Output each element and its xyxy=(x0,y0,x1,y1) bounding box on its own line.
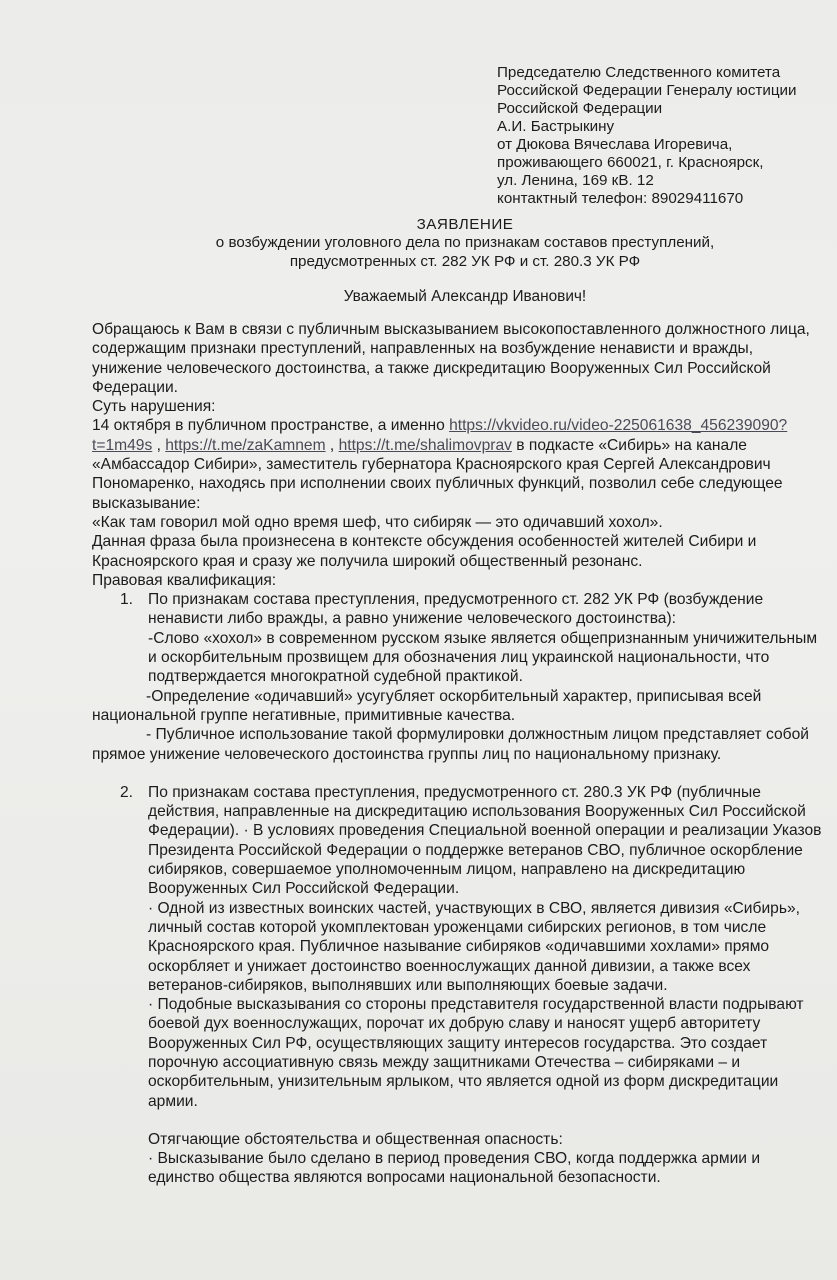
quote: «Как там говорил мой одно время шеф, что сибиряк — это одичавший хохол». xyxy=(92,513,663,531)
document-title: ЗАЯВЛЕНИЕ xyxy=(416,216,514,233)
item1-heading-text: По признакам состава преступления, предусмотренного ст. 282 УК РФ (возбуждение ненависти либо вражды, а равно унижение человеческого достоинства): xyxy=(148,591,764,628)
intro-paragraph: Обращаюсь к Вам в связи с публичным высказыванием высокопоставленного должностного лица, содержащим признаки преступлений, направленных на возбуждение ненависти и вражды, унижение человеческого достоинства, а также дискредитацию Вооруженных Сил Российской Федерации. xyxy=(92,321,810,396)
addressee-block xyxy=(497,64,832,208)
link-separator: , xyxy=(152,436,166,454)
addressee-line: контактный телефон: 89029411670 xyxy=(497,190,744,207)
item2-point2: · Подобные высказывания со стороны представителя государственной власти подрывают боевой дух военнослужащих, порочат их добрую славу и наносят ущерб авторитету Вооруженных Сил РФ, осуществляющих защиту интересов государства. Это создает порочную ассоциативную связь между защитниками Отечества – сибиряками – и оскорбительным, унизительным ярлыком, что является одной из форм дискредитации армии. xyxy=(148,996,804,1110)
vkvideo-link[interactable]: https://vkvideo.ru/video-225061638_456239090?t=1m49s xyxy=(92,417,788,454)
zakamnem-link[interactable]: https://t.me/zaKamnem xyxy=(165,436,326,454)
addressee-line: Российской Федерации Генералу юстиции xyxy=(497,82,797,99)
document-subtitle xyxy=(0,233,837,271)
item2-heading xyxy=(120,783,822,899)
addressee-line: ул. Ленина, 169 кВ. 12 xyxy=(497,172,654,189)
essence-heading: Суть нарушения: xyxy=(92,398,216,416)
legal-item-2 xyxy=(92,783,822,1188)
greeting: Уважаемый Александр Иванович! xyxy=(343,288,587,305)
addressee-line: Российской Федерации xyxy=(497,100,663,117)
item1-point2 xyxy=(92,687,822,726)
addressee-line: проживающего 660021, г. Красноярск, xyxy=(497,154,764,171)
item2-point1: · Одной из известных воинских частей, участвующих в СВО, является дивизия «Сибирь», личный состав которой укомплектован уроженцами сибирских регионов, в том числе Красноярского края. Публичное называние сибиряков «одичавшими хохлами» прямо оскорбляет и унижает достоинство военнослужащих данной дивизии, а также всех ветеранов-сибиряков, выполнявших или выполняющих боевые задачи. xyxy=(148,899,800,994)
essence-paragraph xyxy=(92,416,822,512)
addressee-line: А.И. Бастрыкину xyxy=(497,118,615,135)
item2-number: 2. xyxy=(120,783,134,801)
item1-point3-text: - Публичное использование такой формулировки должностным лицом представляет собой прямое унижение человеческого достоинства группы лиц по национальному признаку. xyxy=(92,726,809,763)
context-paragraph: Данная фраза была произнесена в контексте обсуждения особенностей жителей Сибири и Красноярского края и сразу же получила широкий общественный резонанс. xyxy=(92,533,757,570)
shalimovprav-link[interactable]: https://t.me/shalimovprav xyxy=(338,436,512,454)
essence-suffix: в подкасте «Сибирь» на канале «Амбассадор Сибири», заместитель губернатора Красноярского края Сергей Александрович Пономаренко, находясь при исполнении своих публичных функций, позволил себе следующее высказывание: xyxy=(92,436,783,512)
legal-heading: Правовая квалификация: xyxy=(92,571,277,589)
link-separator: , xyxy=(325,436,339,454)
addressee-line: Председателю Следственного комитета xyxy=(497,64,781,81)
addressee-line: от Дюкова Вячеслава Игоревича, xyxy=(497,136,733,153)
item2-heading-text: По признакам состава преступления, предусмотренного ст. 280.3 УК РФ (публичные действия, направленные на дискредитацию использования Вооруженных Сил Российской Федерации). · В условиях проведения Специальной военной операции и реализации Указов Президента Российской Федерации о поддержке ветеранов СВО, публичное оскорбление сибиряков, совершаемое уполномоченным лицом, направлено на дискредитацию Вооруженных Сил Российской Федерации. xyxy=(148,783,822,898)
essence-prefix: 14 октября в публичном пространстве, а именно xyxy=(92,417,450,435)
aggravating-point1: · Высказывание было сделано в период проведения СВО, когда поддержка армии и единство общества являются вопросами национальной безопасности. xyxy=(148,1150,761,1187)
item1-point1: -Слово «хохол» в современном русском языке является общепризнанным уничижительным и оскорбительным прозвищем для обозначения лиц украинской национальности, что подтверждается многократной судебной практикой. xyxy=(148,629,818,686)
legal-item-1 xyxy=(92,590,822,686)
aggravating-heading: Отягчающие обстоятельства и общественная опасность: xyxy=(148,1130,563,1148)
item1-number: 1. xyxy=(120,591,134,609)
item1-heading xyxy=(120,590,822,629)
subtitle-line-1: о возбуждении уголовного дела по признакам составов преступлений, xyxy=(215,234,715,251)
item1-point2-text: -Определение «одичавший» усугубляет оскорбительный характер, приписывая всей национальной группе негативные, примитивные качества. xyxy=(92,687,762,724)
document-body xyxy=(92,320,822,1188)
item1-point3 xyxy=(92,725,822,764)
subtitle-line-2: предусмотренных ст. 282 УК РФ и ст. 280.3 УК РФ xyxy=(289,253,641,270)
